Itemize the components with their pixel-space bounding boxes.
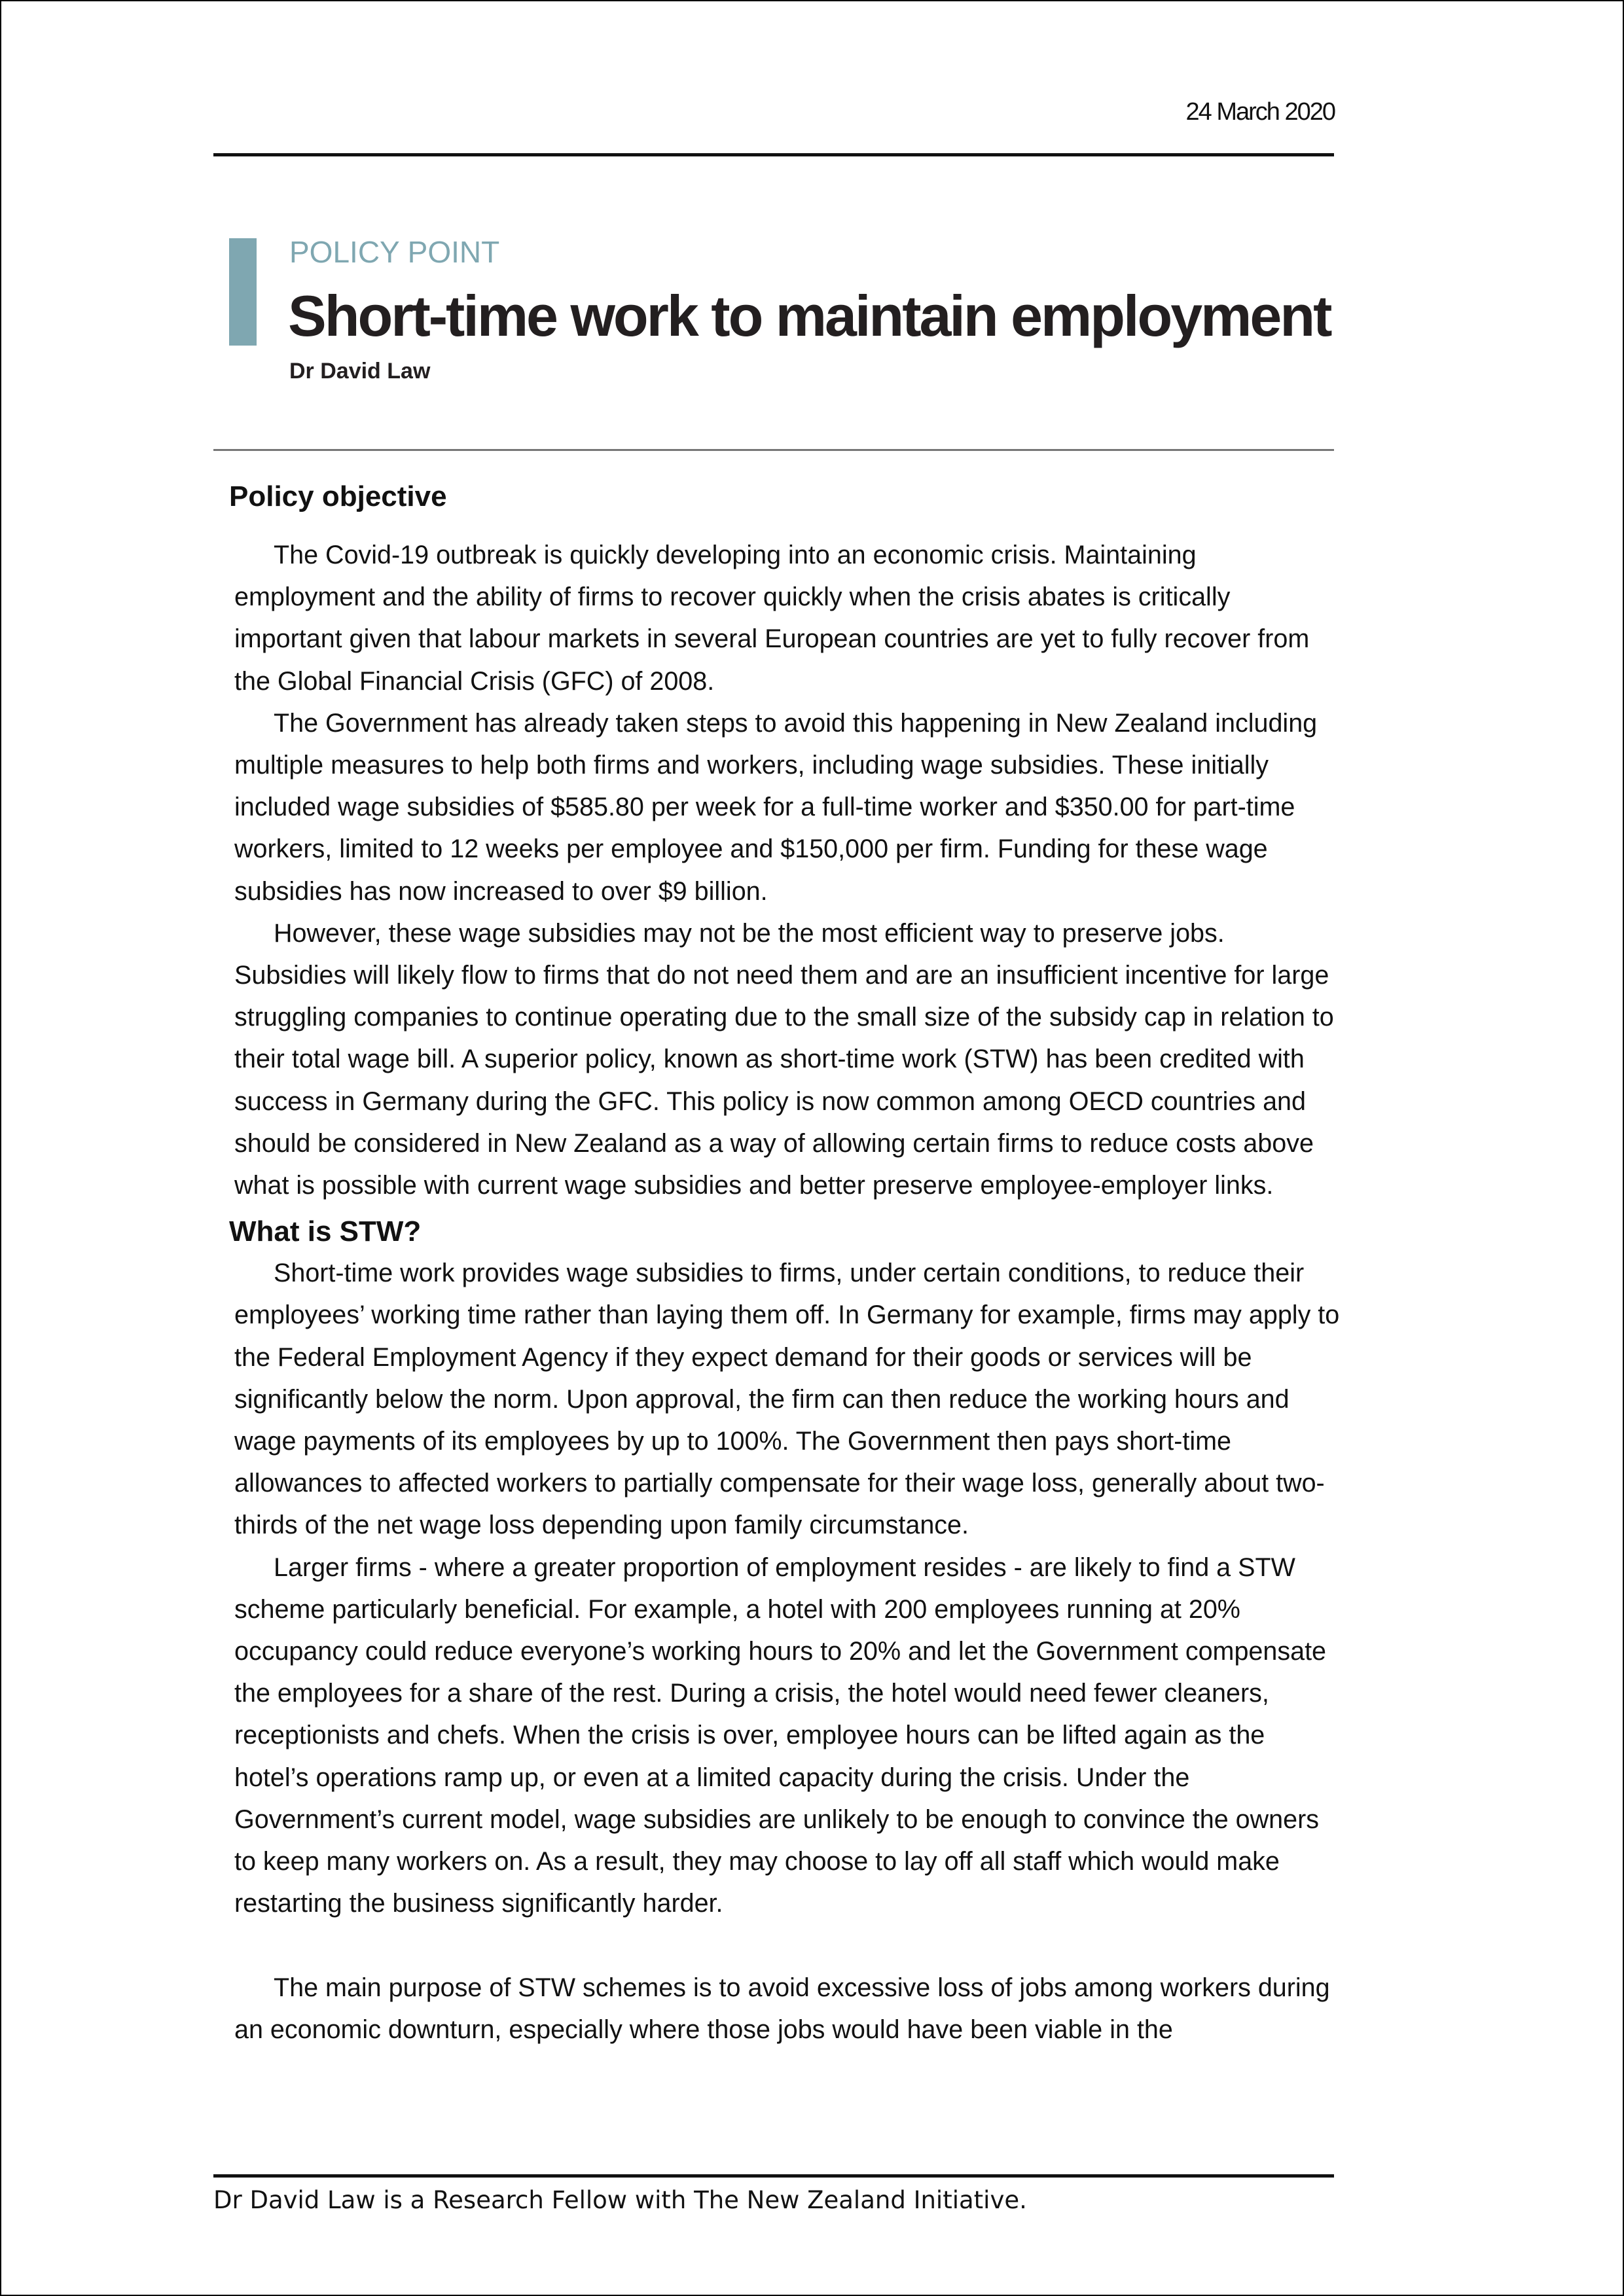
title-divider <box>213 449 1334 451</box>
author-name: Dr David Law <box>289 359 431 384</box>
paragraph: The Covid-19 outbreak is quickly developing into an economic crisis. Maintaining employment and the ability of firms to recover quickly when the crisis abates is critically important given that labour markets in several European countries are yet to fully recover from the Global Financial Crisis (GFC) of 2008. <box>234 541 1310 696</box>
article-body <box>229 474 1342 2051</box>
paragraph: Larger firms - where a greater proportion of employment resides - are likely to find a STW scheme particularly beneficial. For example, a hotel with 200 employees running at 20% occupancy could reduce everyone’s working hours to 20% and let the Government compensate the employees for a share of the rest. During a crisis, the hotel would need fewer cleaners, receptionists and chefs. When the crisis is over, employee hours can be lifted again as the hotel’s operations ramp up, or even at a limited capacity during the crisis. Under the Government’s current model, wage subsidies are unlikely to be enough to convince the owners to keep many workers on. As a result, they may choose to lay off all staff which would make restarting the business significantly harder. <box>234 1552 1327 1918</box>
footer-divider <box>213 2174 1334 2178</box>
publication-date: 24 March 2020 <box>1185 98 1335 126</box>
paragraph: The Government has already taken steps to avoid this happening in New Zealand including multiple measures to help both firms and workers, including wage subsidies. These initially included wage subsidies of $585.80 per week for a full-time worker and $350.00 for part-time workers, limited to 12 weeks per employee and $150,000 per firm. Funding for these wage subsidies has now increased to over $9 billion. <box>234 708 1318 906</box>
paragraph: Short-time work provides wage subsidies to firms, under certain conditions, to reduce their employees’ working time rather than laying them off. In Germany for example, firms may apply to the Federal Employment Agency if they expect demand for their goods or services will be significantly below the norm. Upon approval, the firm can then reduce the working hours and wage payments of its employees by up to 100%. The Government then pays short-time allowances to affected workers to partially compensate for their wage loss, generally about two-thirds of the net wage loss depending upon family circumstance. <box>234 1259 1340 1540</box>
header-divider <box>213 153 1334 156</box>
author-footnote: Dr David Law is a Research Fellow with The New Zealand Initiative. <box>213 2186 1027 2214</box>
section-heading-what-is-stw: What is STW? <box>229 1215 422 1248</box>
paragraph: The main purpose of STW schemes is to avoid excessive loss of jobs among workers during an economic downturn, especially where those jobs would have been viable in the <box>234 1973 1330 2044</box>
section-heading-policy-objective: Policy objective <box>229 480 447 512</box>
kicker-label: POLICY POINT <box>289 235 500 269</box>
accent-bar <box>229 238 257 346</box>
paragraph: However, these wage subsidies may not be the most efficient way to preserve jobs. Subsidies will likely flow to firms that do not need them and are an insufficient incentive for large struggling companies to continue operating due to the small size of the subsidy cap in relation to their total wage bill. A superior policy, known as short-time work (STW) has been credited with success in Germany during the GFC. This policy is now common among OECD countries and should be considered in New Zealand as a way of allowing certain firms to reduce costs above what is possible with current wage subsidies and better preserve employee-employer links. <box>234 918 1334 1200</box>
document-title: Short-time work to maintain employment <box>288 283 1331 348</box>
